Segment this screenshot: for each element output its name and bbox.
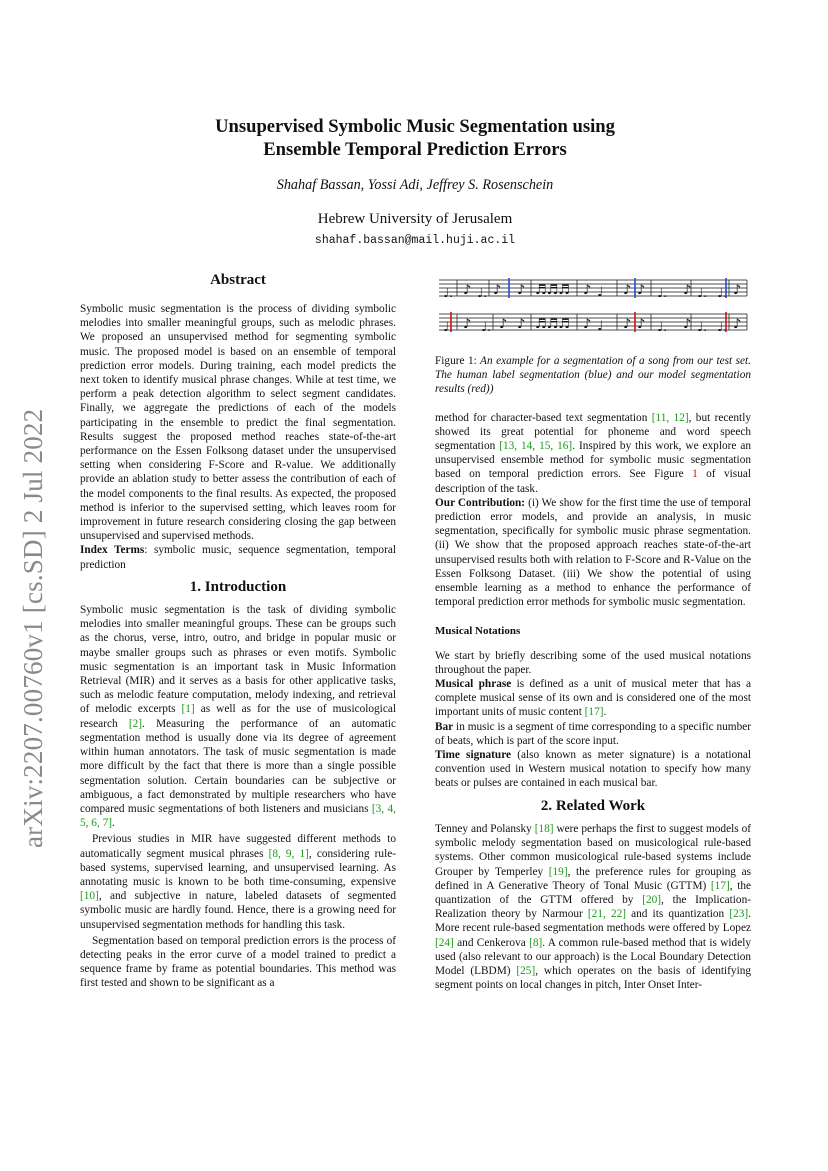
affiliation: Hebrew University of Jerusalem (317, 211, 513, 227)
contribution-label: Our Contribution: (435, 496, 526, 509)
bar-definition: Bar in music is a segment of time corresponding to a specific number of beats, which is part of the score input. (435, 720, 751, 747)
time-signature-definition: Time signature (also known as meter signature) is a notational convention used in Western musical notation to specify how many beats or pulses are contained in each musical bar. (435, 749, 752, 790)
index-terms (80, 543, 396, 571)
svg-text:♪: ♪ (683, 317, 692, 332)
intro-paragraph-3: Segmentation based on temporal prediction errors is the process of detecting peaks in the error curve of a model trained to predict a sequence frame by frame as potential boundaries. This method was first tested and shown to be significant as a (80, 934, 396, 990)
svg-text:♩.: ♩. (443, 320, 454, 335)
abstract-heading: Abstract (210, 272, 266, 288)
caption-label: Figure 1: (435, 355, 477, 367)
citation[interactable]: [10] (80, 890, 99, 903)
index-terms-label: Index Terms (80, 544, 145, 557)
citation[interactable]: [19] (548, 865, 568, 878)
email: shahaf.bassan@mail.huji.ac.il (314, 234, 516, 247)
contribution-paragraph: Our Contribution: (i) We show for the first time the use of temporal prediction error models, and provide an analysis, in music segmentation, specifically for symbolic music phrase segmentation. (ii) We show that the proposed approach reaches state-of-the-art unsupervised results both with relation to F-Score and R-Value on the Essen Folksong Dataset. (iii) We show the potential of using ensemble learning as a method to enhance the performance of temporal prediction error methods for symbolic music segmentation. (435, 496, 751, 609)
svg-text:♩.: ♩. (477, 286, 488, 301)
caption-text: An example for a segmentation of a song from our test set. The human label segmentation (blue) and our model segmentation results (red)) (435, 355, 751, 396)
citation[interactable]: [2] (128, 717, 143, 730)
svg-text:♪: ♪ (733, 283, 742, 298)
svg-text:♪: ♪ (499, 317, 508, 332)
citation[interactable]: [8] (529, 936, 543, 949)
citation[interactable]: [3, 4, 5, 6, 7] (80, 802, 396, 830)
title-line-2: Ensemble Temporal Prediction Errors (263, 139, 567, 160)
citation[interactable]: [8, 9, 1] (268, 847, 309, 860)
svg-text:♪: ♪ (583, 317, 592, 332)
svg-text:♪: ♪ (517, 317, 526, 332)
paper-title (130, 115, 700, 161)
citation[interactable]: [18] (534, 822, 554, 835)
svg-text:♩.: ♩. (697, 320, 708, 335)
phrase-definition: Musical phrase is defined as a unit of musical meter that has a complete musical sense of its own and is considered one of the most important units of music content [17]. (435, 678, 751, 719)
svg-text:♩.: ♩. (717, 286, 728, 301)
citation[interactable]: [23] (729, 908, 749, 921)
related-work-heading: 2. Related Work (540, 797, 646, 814)
svg-text:♪: ♪ (637, 317, 646, 332)
index-terms-text: : symbolic music, sequence segmentation, temporal prediction (80, 544, 396, 571)
left-column (80, 302, 396, 991)
related-work-paragraph: Tenney and Polansky [18] were perhaps the first to suggest models of symbolic melody segmentation based on musicological rule-based systems. Other common musicological rule-based systems include Grouper by Temperley [19], the preference rules for grouping as defined in A Generative Theory of Tonal Music (GTTM) [17], the quantization of the GTTM offered by [20], the Implication-Realization theory by Narmour [21, 22] and its quantization [23]. More recent rule-based segmentation methods were offered by Lopez [24] and Cenkerova [8]. A common rule-based method that is widely used (also relevant to our approach) is the Local Boundary Detection Model (LBDM) [25], which operates on the basis of identifying segment points on local changes in pitch, Inter Onset Inter- (435, 822, 752, 992)
citation[interactable]: [17] (584, 706, 604, 719)
svg-text:♩.: ♩. (443, 286, 454, 301)
right-paragraph-1: method for character-based text segmentation [11, 12], but recently showed its great potential for phoneme and word speech segmentation [13, 14, 15, 16]. Inspired by this work, we explore an unsupervised ensemble method for symbolic music segmentation based on temporal prediction errors. See Figure 1 of visual description of the task. (435, 411, 752, 495)
svg-text:♩.: ♩. (717, 320, 728, 335)
svg-text:♬♬♬: ♬♬♬ (535, 283, 570, 298)
intro-paragraph-1: Symbolic music segmentation is the task of dividing symbolic melodies into smaller meaningful groups. These can be groups such as the chorus, verse, intro, outro, and bridge in popular music or maybe smaller groups such as phrases or even motifs. Symbolic music segmentation is an important task in Music Information Retrieval (MIR) and it serves as a basis for other applicative tasks, such as melodic feature computation, melody indexing, and retrieval of melodic excerpts [1] as well as for the use of musicological research [2]. Measuring the performance of an automatic segmentation method is usually done via its degree of agreement within human annotators. The task of music segmentation is made more difficult by the fact that there is more than a single possible segmentation solution. Certain boundaries can be subjective or ambiguous, a fact demonstrated by multiple researchers who have compared music segmentations of both listeners and musicians [3, 4, 5, 6, 7]. (80, 604, 397, 830)
svg-text:♪: ♪ (623, 317, 632, 332)
svg-text:♪: ♪ (683, 283, 692, 298)
citation[interactable]: [17] (710, 879, 730, 892)
authors: Shahaf Bassan, Yossi Adi, Jeffrey S. Rosenschein (276, 177, 554, 193)
svg-text:♩: ♩ (597, 319, 604, 334)
svg-text:♪: ♪ (463, 283, 472, 298)
figure-1-music-staves (435, 270, 751, 340)
notations-heading: Musical Notations (435, 625, 521, 638)
svg-text:♩.: ♩. (657, 286, 668, 301)
citation[interactable]: [21, 22] (587, 908, 626, 921)
citation[interactable]: [11, 12] (651, 411, 689, 424)
svg-text:♪: ♪ (463, 317, 472, 332)
citation[interactable]: [1] (181, 703, 195, 716)
citation[interactable]: [25] (516, 964, 536, 977)
svg-text:♩.: ♩. (481, 320, 492, 335)
intro-heading: 1. Introduction (189, 578, 287, 595)
abstract-text: Symbolic music segmentation is the process of dividing symbolic melodies into smaller meaningful groups, such as melodic phrases. We proposed an unsupervised method for segmenting symbolic music. The proposed model is based on an ensemble of temporal prediction error models. During training, each model predicts the next token to identify musical phrase changes. While at test time, we perform a peak detection algorithm to select segment candidates. Finally, we aggregate the predictions of each of the models participating in the ensemble to predict the final segmentation. Results suggest the proposed method reaches state-of-the-art performance on the Essen Folksong dataset under the unsupervised setting when considering F-Score and R-value. We additionally provide an ablation study to better assess the contribution of each of the model components to the final results. As expected, the proposed method is inferior to the supervised setting, which leaves room for improvement in future research considering closing the gap between unsupervised and supervised methods. (80, 303, 396, 543)
figure-1-caption (435, 354, 751, 397)
svg-text:♪: ♪ (623, 283, 632, 298)
svg-text:♬♬♬: ♬♬♬ (535, 317, 570, 332)
citation[interactable]: [20] (642, 893, 662, 906)
svg-text:♪: ♪ (733, 317, 742, 332)
figure-reference[interactable]: 1 (692, 468, 698, 481)
citation[interactable]: [13, 14, 15, 16] (499, 440, 573, 453)
title-line-1: Unsupervised Symbolic Music Segmentation using (215, 116, 615, 137)
svg-text:♪: ♪ (583, 283, 592, 298)
intro-paragraph-2: Previous studies in MIR have suggested different methods to automatically segment musical phrases [8, 9, 1], considering rule-based systems, supervised learning, and unsupervised learning. As annotating music is known to be both time-consuming, expensive [10], and subjective in nature, labeled datasets of segmented symbolic music are hardly found. Hence, there is a growing need for unsupervised segmentation methods for handling this task. (80, 833, 396, 931)
svg-text:♪: ♪ (493, 283, 502, 298)
svg-text:♪: ♪ (517, 283, 526, 298)
svg-text:♪: ♪ (637, 283, 646, 298)
svg-text:♩: ♩ (597, 285, 604, 300)
svg-text:♩.: ♩. (697, 286, 708, 301)
citation[interactable]: [24] (435, 936, 454, 949)
right-column (435, 354, 751, 992)
notations-intro: We start by briefly describing some of the used musical notations throughout the paper. (435, 649, 751, 676)
svg-text:♩.: ♩. (657, 320, 668, 335)
arxiv-identifier: arXiv:2207.00760v1 [cs.SD] 2 Jul 2022 (18, 408, 48, 848)
